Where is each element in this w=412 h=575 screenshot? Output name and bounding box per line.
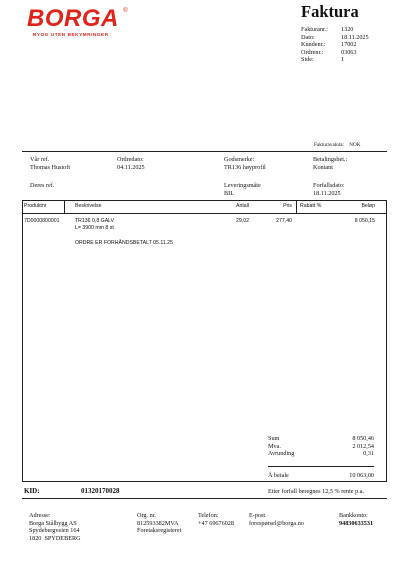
col-header-quantity: Antall xyxy=(236,203,249,209)
row-amount: 8 050,15 xyxy=(354,218,375,224)
order-note: ORDRE ER FORHÅNDSBETALT 05.11.25 xyxy=(75,240,173,246)
meta-value: 1320 xyxy=(341,26,354,33)
order-date-value: 04.11.2025 xyxy=(117,163,145,171)
your-ref-label: Deres ref. xyxy=(30,182,55,189)
our-ref-value: Thomas Hustoft xyxy=(30,163,71,171)
bank-label: Bankkonto: xyxy=(339,512,368,519)
meta-label: Kundenr.: xyxy=(301,41,326,49)
rounding-label: Avrunding xyxy=(268,450,295,458)
row-description-detail: L= 3900 mm 8 st xyxy=(75,225,114,231)
row-product-no: 7D0000800001 xyxy=(24,218,60,224)
col-header-discount: Rabatt % xyxy=(300,203,322,209)
delivery-method-label: Leveringsmåte xyxy=(224,182,261,189)
meta-value: 1 xyxy=(341,56,345,64)
rounding-row xyxy=(268,450,374,458)
address-city: 1820 SPYDEBERG xyxy=(29,534,81,542)
meta-value: 18.11.2025 xyxy=(341,33,369,41)
our-reference xyxy=(30,156,70,171)
email-label: E-post xyxy=(249,512,266,519)
meta-row-customer-no xyxy=(301,41,391,49)
amount-due-row xyxy=(268,472,374,480)
vat-row xyxy=(268,443,374,451)
order-date-label: Ordredato: xyxy=(117,156,144,163)
phone-label: Telefon: xyxy=(198,512,219,519)
logo-text: BORGA xyxy=(27,5,119,32)
totals-rule xyxy=(268,466,374,467)
meta-label: Fakturanr.: xyxy=(301,26,328,33)
kid-rule xyxy=(22,498,387,499)
payment-terms-label: Betalingsbet.: xyxy=(313,156,348,163)
meta-row-page xyxy=(301,56,391,64)
your-reference xyxy=(30,182,54,190)
delivery-method xyxy=(224,182,261,197)
footer-phone xyxy=(198,512,234,527)
amount-due-label: Å betale xyxy=(268,472,289,479)
company-logo xyxy=(27,6,128,32)
col-header-description: Beskrivelse xyxy=(75,203,102,209)
org-register: Foretaksregisteret xyxy=(137,527,182,535)
payment-terms xyxy=(313,156,347,171)
footer-org xyxy=(137,512,181,535)
due-date-label: Forfallsdato: xyxy=(313,182,345,189)
phone-value: +47 69676028 xyxy=(198,519,234,527)
table-header-rule xyxy=(22,213,387,214)
row-price: 277,40 xyxy=(276,218,292,224)
payment-terms-value: Kontant xyxy=(313,163,333,171)
footer-address xyxy=(29,512,81,542)
due-date-value: 18.11.2025 xyxy=(313,189,341,197)
meta-value: 17002 xyxy=(341,41,357,49)
org-value: 812593382MVA xyxy=(137,519,179,527)
goods-mark-value: TR136 høyprofil xyxy=(224,163,266,171)
vat-label: Mva. xyxy=(268,442,281,450)
meta-label: Side: xyxy=(301,56,314,64)
kid-value: 01320170028 xyxy=(81,487,120,495)
col-header-product: Produktnr xyxy=(24,203,47,209)
interest-note: Etter forfall beregnes 12,5 % rente p.a. xyxy=(268,488,365,495)
goods-mark xyxy=(224,156,266,171)
sum-value: 8 050,46 xyxy=(352,435,374,442)
meta-row-order-no xyxy=(301,49,391,57)
currency-value: NOK xyxy=(349,142,361,148)
row-quantity: 29,02 xyxy=(236,218,249,224)
document-title: Faktura xyxy=(301,2,359,21)
vat-value: 2 012,54 xyxy=(352,442,374,450)
meta-row-invoice-no xyxy=(301,26,391,34)
meta-row-date xyxy=(301,34,391,42)
footer-email xyxy=(249,512,304,527)
col-header-price: Pris xyxy=(283,203,292,209)
address-company: Borga Stålbygg AS xyxy=(29,519,77,527)
sum-row xyxy=(268,435,374,443)
table-row xyxy=(0,218,412,238)
meta-label: Dato: xyxy=(301,33,315,41)
footer-bank xyxy=(339,512,373,527)
totals xyxy=(268,435,374,458)
sum-label: Sum xyxy=(268,435,280,442)
our-ref-label: Vår ref. xyxy=(30,156,50,163)
info-top-rule xyxy=(22,151,387,152)
meta-value: 03063 xyxy=(341,48,357,56)
table-divider-left xyxy=(64,200,65,214)
amount-due-value: 10 063,00 xyxy=(349,472,374,479)
delivery-method-value: BIL xyxy=(224,189,234,197)
invoice-currency xyxy=(314,142,361,149)
kid-label: KID: xyxy=(24,487,40,495)
col-header-amount: Beløp xyxy=(361,203,375,209)
logo-tagline: BYGG UTEN BEKYMRINGER xyxy=(33,32,109,37)
due-date xyxy=(313,182,345,197)
address-label: Adresse: xyxy=(29,512,51,519)
meta-label: Ordrenr.: xyxy=(301,48,324,56)
bank-account: 94830633531 xyxy=(339,519,374,527)
row-description: TR136 0,8 GALV xyxy=(75,218,115,224)
currency-label: Fakturavaluta: xyxy=(314,142,344,148)
rounding-value: 0,31 xyxy=(363,450,374,458)
org-label: Org. nr. xyxy=(137,512,156,519)
invoice-meta xyxy=(301,26,391,64)
table-divider-right xyxy=(296,200,297,214)
registered-mark: ® xyxy=(123,8,128,14)
order-date xyxy=(117,156,145,171)
address-street: Spydebergveien 164 xyxy=(29,527,80,535)
email-value[interactable]: forespørsel@borga.no xyxy=(249,519,304,527)
goods-mark-label: Godsmerke: xyxy=(224,156,255,163)
